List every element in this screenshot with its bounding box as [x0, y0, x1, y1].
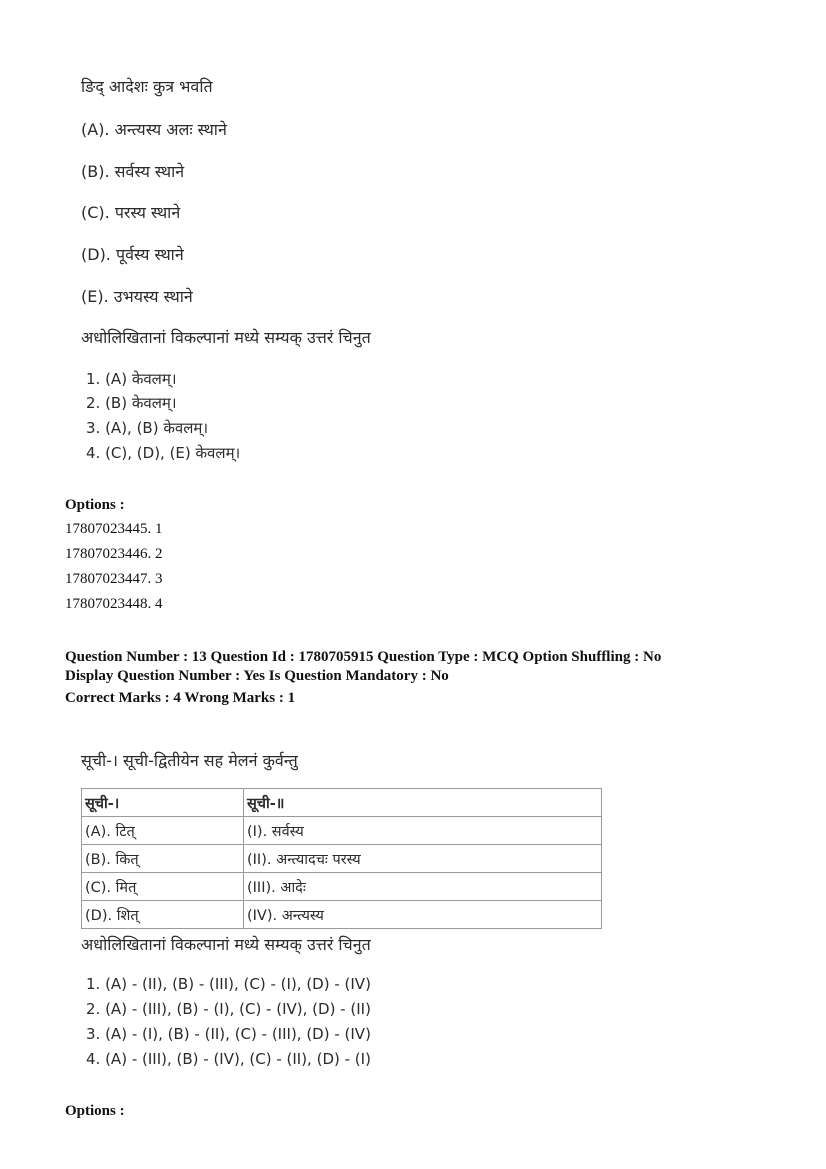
- q12-choice-2: 2. (B) केवलम्।: [86, 394, 177, 412]
- table-cell: (II). अन्त्यादचः परस्य: [244, 845, 602, 873]
- q12-choice-4: 4. (C), (D), (E) केवलम्।: [86, 444, 241, 462]
- q12-options-label: Options :: [65, 497, 125, 513]
- table-cell: (III). आदेः: [244, 873, 602, 901]
- q12-statement-c: (C). परस्य स्थाने: [81, 203, 181, 222]
- table-cell: (A). टित्: [82, 817, 244, 845]
- q13-prompt: सूची-। सूची-द्वितीयेन सह मेलनं कुर्वन्तु: [81, 751, 298, 770]
- q12-statement-e: (E). उभयस्य स्थाने: [81, 287, 193, 306]
- q12-option-4: 17807023448. 4: [65, 596, 163, 612]
- q13-meta-line-3: Correct Marks : 4 Wrong Marks : 1: [65, 690, 296, 706]
- q13-choice-4: 4. (A) - (III), (B) - (IV), (C) - (II), (D) - (I): [86, 1050, 371, 1068]
- q12-choice-3: 3. (A), (B) केवलम्।: [86, 419, 209, 437]
- table-header-list2: सूची-॥: [244, 789, 602, 817]
- q13-instruction: अधोलिखितानां विकल्पानां मध्ये सम्यक् उत्तरं चिनुत: [81, 935, 371, 954]
- q13-choice-3: 3. (A) - (I), (B) - (II), (C) - (III), (D) - (IV): [86, 1025, 371, 1043]
- table-row: [82, 817, 602, 845]
- table-header-list1: सूची-।: [82, 789, 244, 817]
- q12-option-2: 17807023446. 2: [65, 546, 163, 562]
- table-cell: (IV). अन्त्यस्य: [244, 901, 602, 929]
- q12-choice-1: 1. (A) केवलम्।: [86, 370, 177, 388]
- table-row: [82, 845, 602, 873]
- match-table: [81, 788, 602, 929]
- table-cell: (D). शित्: [82, 901, 244, 929]
- q12-statement-b: (B). सर्वस्य स्थाने: [81, 162, 185, 181]
- q12-prompt: ङिद् आदेशः कुत्र भवति: [81, 77, 213, 96]
- q12-option-1: 17807023445. 1: [65, 521, 163, 537]
- q12-statement-a: (A). अन्त्यस्य अलः स्थाने: [81, 120, 227, 139]
- q12-statement-d: (D). पूर्वस्य स्थाने: [81, 245, 184, 264]
- table-cell: (C). मित्: [82, 873, 244, 901]
- table-header-row: [82, 789, 602, 817]
- q12-option-3: 17807023447. 3: [65, 571, 163, 587]
- q13-choice-2: 2. (A) - (III), (B) - (I), (C) - (IV), (D) - (II): [86, 1000, 371, 1018]
- q13-meta-line-1: Question Number : 13 Question Id : 1780705915 Question Type : MCQ Option Shuffling : No: [65, 649, 662, 665]
- q13-meta-line-2: Display Question Number : Yes Is Question Mandatory : No: [65, 668, 449, 684]
- q13-choice-1: 1. (A) - (II), (B) - (III), (C) - (I), (D) - (IV): [86, 975, 371, 993]
- table-cell: (I). सर्वस्य: [244, 817, 602, 845]
- table-row: [82, 901, 602, 929]
- table-row: [82, 873, 602, 901]
- table-cell: (B). कित्: [82, 845, 244, 873]
- q13-options-label: Options :: [65, 1103, 125, 1119]
- q12-instruction: अधोलिखितानां विकल्पानां मध्ये सम्यक् उत्तरं चिनुत: [81, 328, 371, 347]
